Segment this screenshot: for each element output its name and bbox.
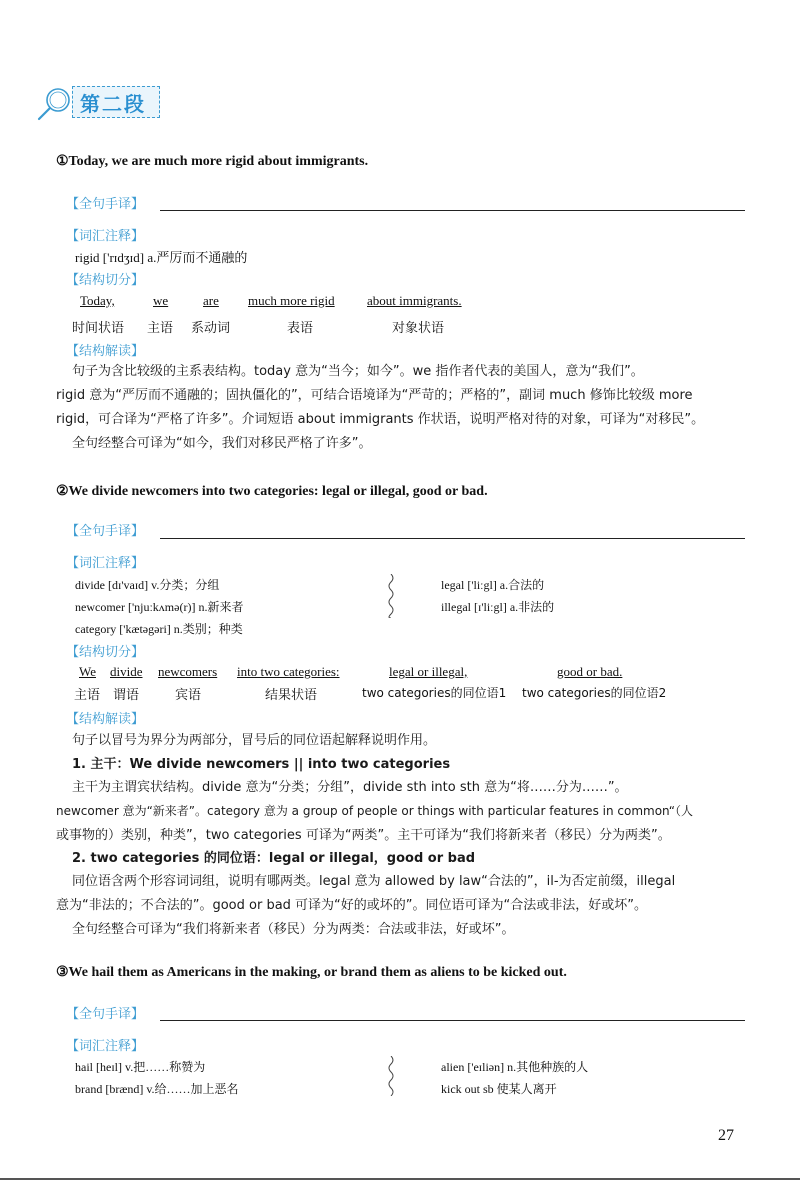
vocab-newcomer: newcomer ['njuːkʌmə(r)] n.新来者	[75, 600, 244, 614]
analysis-2-p2-line-3: 全句经整合可译为“我们将新来者（移民）分为两类：合法或非法，好或坏”。	[72, 922, 515, 937]
analysis-1-line-2: rigid 意为“严厉而不通融的；固执僵化的”，可结合语境译为“严苛的；严格的”，副词 much 修饰比较级 more	[56, 388, 693, 403]
sentence-1: ①Today, we are much more rigid about immigrants.	[56, 154, 369, 169]
role-time-adverbial: 时间状语	[72, 321, 125, 336]
footer-rule	[0, 1178, 800, 1180]
segment-we: we	[153, 293, 169, 308]
role-linking-verb: 系动词	[191, 321, 231, 336]
analysis-1-line-3: rigid，可合译为“严格了许多”。介词短语 about immigrants 作状语，说明严格对待的对象，可译为“对移民”。	[56, 412, 705, 427]
section-title: 第二段	[80, 92, 146, 116]
label-analysis-2: 【结构解读】	[66, 712, 145, 727]
analysis-2-heading-1: 1. 主干：We divide newcomers || into two categories	[72, 757, 451, 772]
label-vocab-1: 【词汇注释】	[66, 229, 145, 244]
segment-into-two-categories: into two categories:	[237, 664, 340, 679]
translation-line-1[interactable]	[160, 210, 745, 211]
analysis-2-p1-line-1: 主干为主谓宾状结构。divide 意为“分类；分组”，divide sth into sth 意为“将……分为……”。	[72, 780, 628, 795]
role-object-adverbial: 对象状语	[392, 321, 445, 336]
vocab-kick-out: kick out sb 使某人离开	[441, 1082, 557, 1096]
segment-divide: divide	[110, 664, 143, 679]
role-appositive-1: two categories的同位语1	[362, 686, 507, 700]
label-full-translation-1: 【全句手译】	[66, 197, 145, 212]
sentence-3: ③We hail them as Americans in the making, or brand them as aliens to be kicked out.	[56, 965, 567, 980]
page-number: 27	[718, 1127, 734, 1144]
vocab-alien: alien ['eɪliən] n.其他种族的人	[441, 1060, 589, 1074]
translation-line-3[interactable]	[160, 1020, 745, 1021]
segment-good-or-bad: good or bad.	[557, 664, 623, 679]
analysis-2-p2-line-2: 意为“非法的；不合法的”。good or bad 可译为“好的或坏的”。同位语可译为“合法或非法，好或坏”。	[56, 898, 647, 913]
vocab-brand: brand [brænd] v.给……加上恶名	[75, 1082, 239, 1096]
analysis-2-p1-line-3: 或事物的）类别，种类”，two categories 可译为“两类”。主干可译为“我们将新来者（移民）分为两类”。	[56, 828, 671, 843]
segment-much-more-rigid: much more rigid	[248, 293, 335, 308]
label-split-2: 【结构切分】	[66, 645, 145, 660]
segment-we-2: We	[79, 664, 96, 679]
vocab-illegal: illegal [ɪ'liːgl] a.非法的	[441, 600, 555, 614]
segment-today: Today,	[80, 293, 115, 308]
segment-are: are	[203, 293, 219, 308]
vocab-rigid: rigid ['rɪdʒɪd] a.严厉而不通融的	[75, 250, 248, 265]
vocab-divide: divide [dɪ'vaɪd] v.分类；分组	[75, 578, 220, 592]
translation-line-2[interactable]	[160, 538, 745, 539]
label-vocab-3: 【词汇注释】	[66, 1039, 145, 1054]
role-result-adverbial: 结果状语	[265, 688, 318, 703]
divider-wave-icon	[386, 574, 396, 618]
label-vocab-2: 【词汇注释】	[66, 556, 145, 571]
role-predicative: 表语	[287, 321, 314, 336]
label-full-translation-3: 【全句手译】	[66, 1007, 145, 1022]
vocab-category: category ['kætəgəri] n.类别；种类	[75, 622, 243, 636]
analysis-2-p1-line-2: newcomer 意为“新来者”。category 意为 a group of people or things with particular features in common“（人	[56, 804, 693, 818]
magnifier-icon	[34, 84, 74, 124]
segment-newcomers: newcomers	[158, 664, 218, 679]
role-object: 宾语	[175, 688, 202, 703]
label-full-translation-2: 【全句手译】	[66, 524, 145, 539]
role-predicate: 谓语	[113, 688, 140, 703]
segment-about-immigrants: about immigrants.	[367, 293, 462, 308]
label-split-1: 【结构切分】	[66, 273, 145, 288]
vocab-hail: hail [heɪl] v.把……称赞为	[75, 1060, 206, 1074]
vocab-legal: legal ['liːgl] a.合法的	[441, 578, 545, 592]
analysis-1-line-1: 句子为含比较级的主系表结构。today 意为“当今；如今”。we 指作者代表的美国人，意为“我们”。	[72, 364, 644, 379]
segment-legal-or-illegal: legal or illegal,	[389, 664, 468, 679]
analysis-2-p2-line-1: 同位语含两个形容词词组，说明有哪两类。legal 意为 allowed by law“合法的”，il-为否定前缀，illegal	[72, 874, 676, 889]
analysis-1-line-4: 全句经整合可译为“如今，我们对移民严格了许多”。	[72, 436, 372, 451]
analysis-2-heading-2: 2. two categories 的同位语：legal or illegal，good or bad	[72, 851, 476, 866]
role-appositive-2: two categories的同位语2	[522, 686, 667, 700]
label-analysis-1: 【结构解读】	[66, 344, 145, 359]
sentence-2: ②We divide newcomers into two categories: legal or illegal, good or bad.	[56, 484, 488, 499]
role-subject: 主语	[147, 321, 174, 336]
analysis-2-intro: 句子以冒号为界分为两部分，冒号后的同位语起解释说明作用。	[72, 733, 437, 748]
divider-wave-icon	[386, 1056, 396, 1096]
role-subject-2: 主语	[74, 688, 101, 703]
